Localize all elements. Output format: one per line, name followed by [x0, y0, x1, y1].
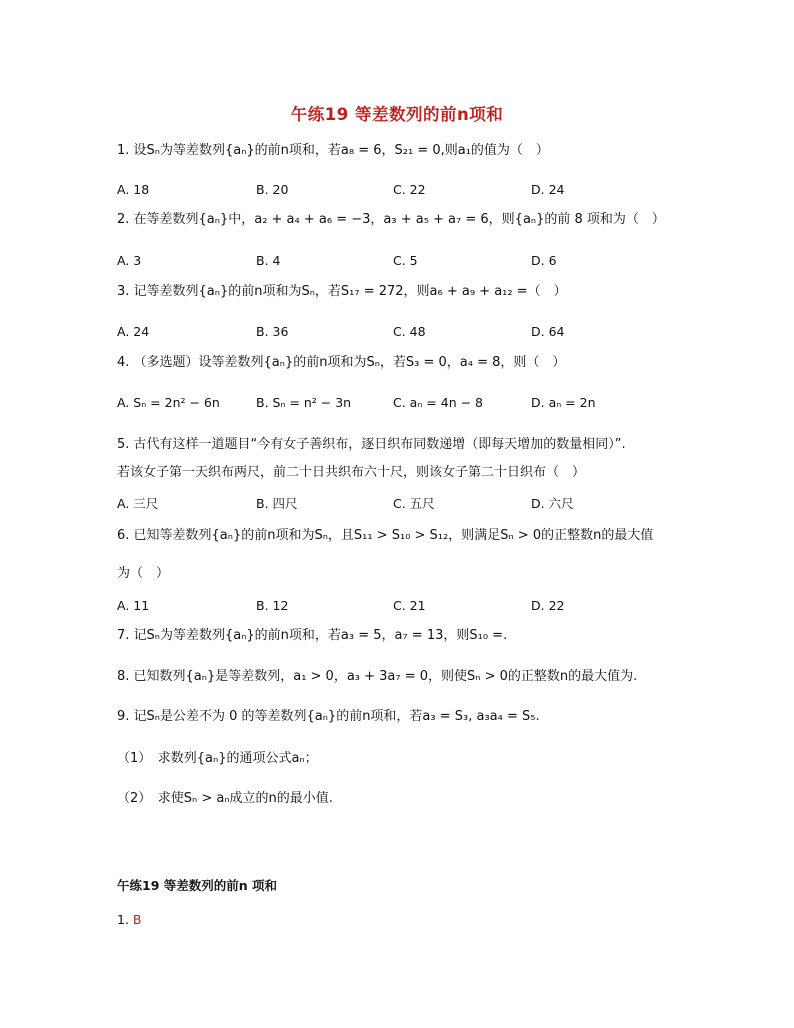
q4-option-b: B. Sₙ = n² − 3n	[256, 395, 352, 410]
answers-title: 午练19 等差数列的前n 项和	[117, 878, 277, 893]
question-5-line-2: 若该女子第一天织布两尺，前二十日共织布六十尺，则该女子第二十日织布（ ）	[117, 465, 586, 480]
question-9-part-1: （1） 求数列{aₙ}的通项公式aₙ；	[117, 751, 318, 766]
q1-option-d: D. 24	[531, 182, 565, 197]
question-2: 2. 在等差数列{aₙ}中，a₂ + a₄ + a₆ = −3，a₃ + a₅ + a₇ = 6，则{aₙ}的前 8 项和为（ ）	[117, 212, 665, 227]
answer-1-value: B	[132, 912, 142, 927]
answer-1-number: 1.	[117, 912, 129, 927]
page-title: 午练19 等差数列的前n项和	[290, 105, 504, 124]
q2-option-b: B. 4	[256, 253, 281, 268]
question-6-line-1: 6. 已知等差数列{aₙ}的前n项和为Sₙ，且S₁₁ > S₁₀ > S₁₂，则满足Sₙ > 0的正整数n的最大值	[117, 528, 654, 543]
q4-option-d: D. aₙ = 2n	[531, 395, 596, 410]
answer-1	[117, 912, 142, 927]
q3-option-c: C. 48	[393, 324, 426, 339]
question-9: 9. 记Sₙ是公差不为 0 的等差数列{aₙ}的前n项和，若a₃ = S₃, a₃a₄ = S₅.	[117, 709, 540, 724]
question-8: 8. 已知数列{aₙ}是等差数列，a₁ > 0，a₃ + 3a₇ = 0，则使Sₙ > 0的正整数n的最大值为.	[117, 669, 638, 684]
q2-option-d: D. 6	[531, 253, 557, 268]
q5-option-b: B. 四尺	[256, 496, 298, 511]
q2-option-a: A. 3	[117, 253, 142, 268]
question-7: 7. 记Sₙ为等差数列{aₙ}的前n项和，若a₃ = 5，a₇ = 13，则S₁₀ =.	[117, 628, 508, 643]
q4-option-a: A. Sₙ = 2n² − 6n	[117, 395, 220, 410]
question-1: 1. 设Sₙ为等差数列{aₙ}的前n项和，若a₈ = 6，S₂₁ = 0,则a₁的值为（ ）	[117, 143, 549, 158]
q1-option-c: C. 22	[393, 182, 426, 197]
q1-option-b: B. 20	[256, 182, 289, 197]
q1-option-a: A. 18	[117, 182, 150, 197]
q3-option-a: A. 24	[117, 324, 150, 339]
q4-option-c: C. aₙ = 4n − 8	[393, 395, 483, 410]
q6-option-c: C. 21	[393, 598, 426, 613]
q3-option-d: D. 64	[531, 324, 565, 339]
question-3: 3. 记等差数列{aₙ}的前n项和为Sₙ，若S₁₇ = 272，则a₆ + a₉ + a₁₂ =（ ）	[117, 284, 567, 299]
q5-option-a: A. 三尺	[117, 496, 159, 511]
q5-option-d: D. 六尺	[531, 496, 574, 511]
q2-option-c: C. 5	[393, 253, 418, 268]
q6-option-d: D. 22	[531, 598, 565, 613]
q6-option-a: A. 11	[117, 598, 150, 613]
question-4: 4. （多选题）设等差数列{aₙ}的前n项和为Sₙ，若S₃ = 0，a₄ = 8，则（ ）	[117, 355, 566, 370]
q3-option-b: B. 36	[256, 324, 289, 339]
question-6-line-2: 为（ ）	[117, 566, 170, 581]
question-9-part-2: （2） 求使Sₙ > aₙ成立的n的最小值.	[117, 791, 333, 806]
q5-option-c: C. 五尺	[393, 496, 435, 511]
q6-option-b: B. 12	[256, 598, 289, 613]
question-5-line-1: 5. 古代有这样一道题目“今有女子善织布，逐日织布同数递增（即每天增加的数量相同）”.	[117, 437, 626, 452]
